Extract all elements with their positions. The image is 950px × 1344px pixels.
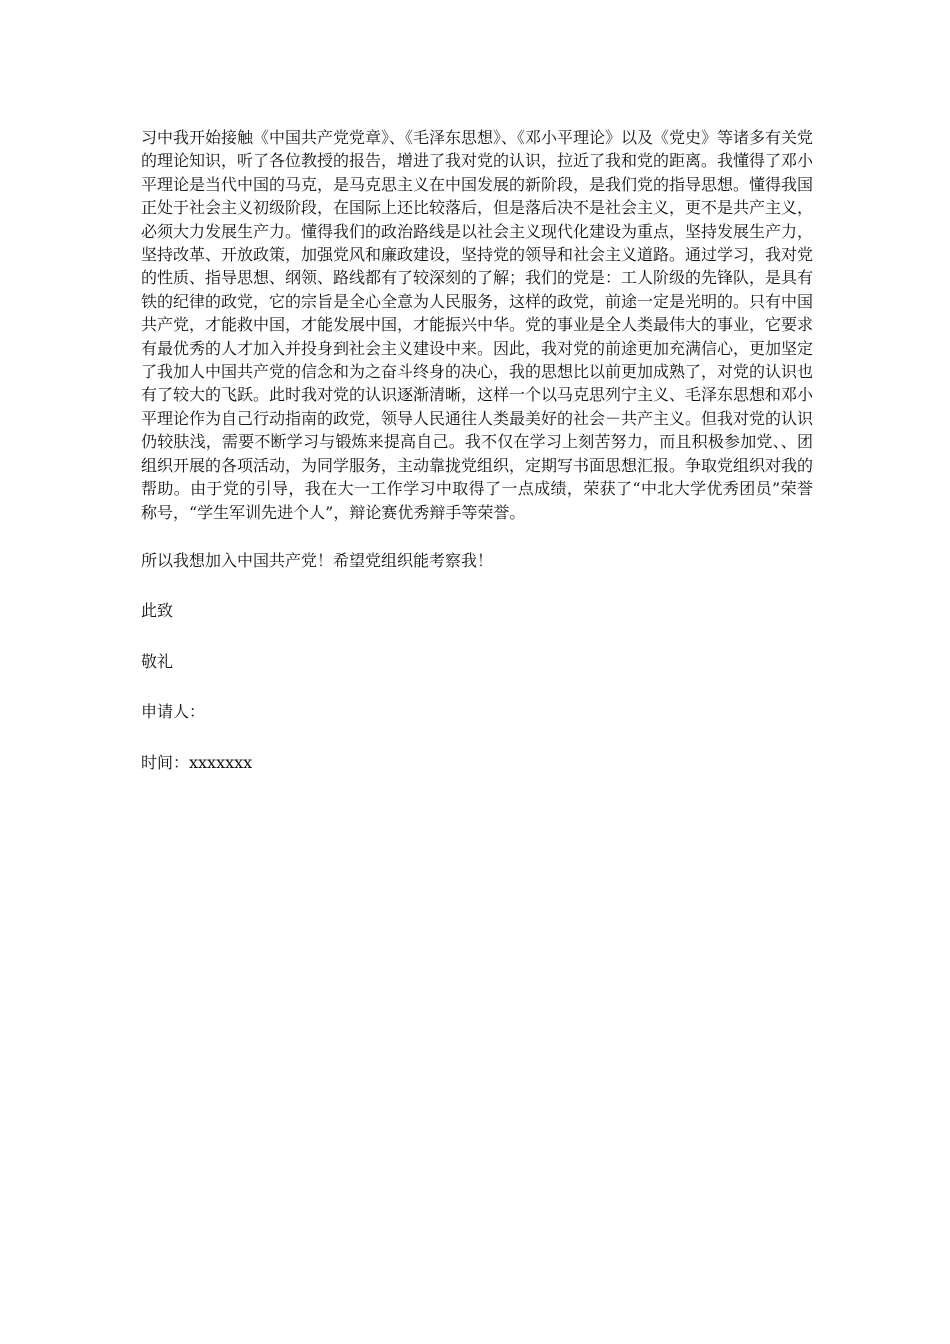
time-label: 时间：xxxxxxx <box>141 752 253 772</box>
body-paragraph: 习中我开始接触《中国共产党党章》、《毛泽东思想》、《邓小平理论》以及《党史》等诸多有关党的理论知识，听了各位教授的报告，增进了我对党的认识，拉近了我和党的距离。我懂得了邓小平理论是当代中国的马克，是马克思主义在中国发展的新阶段，是我们党的指导思想。懂得我国正处于社会主义初级阶段，在国际上还比较落后，但是落后决不是社会主义，更不是共产主义，必须大力发展生产力。懂得我们的政治路线是以社会主义现代化建设为重点，坚持发展生产力，坚持改革、开放政策，加强党风和廉政建设，坚持党的领导和社会主义道路。通过学习，我对党的性质、指导思想、纲领、路线都有了较深刻的了解；我们的党是：工人阶级的先锋队，是具有铁的纪律的政党，它的宗旨是全心全意为人民服务，这样的政党，前途一定是光明的。只有中国共产党，才能救中国，才能发展中国，才能振兴中华。党的事业是全人类最伟大的事业，它要求有最优秀的人才加入并投身到社会主义建设中来。因此，我对党的前途更加充满信心，更加坚定了我加人中国共产党的信念和为之奋斗终身的决心，我的思想比以前更加成熟了，对党的认识也有了较大的飞跃。此时我对党的认识逐渐清晰，这样一个以马克思列宁主义、毛泽东思想和邓小平理论作为自己行动指南的政党，领导人民通往人类最美好的社会－共产主义。但我对党的认识仍较肤浅，需要不断学习与锻炼来提高自己。我不仅在学习上刻苦努力，而且积极参加党、、团组织开展的各项活动，为同学服务，主动靠拢党组织，定期写书面思想汇报。争取党组织对我的帮助。由于党的引导，我在大一工作学习中取得了一点成绩，荣获了“中北大学优秀团员”荣誉称号，“学生军训先进个人”，辩论赛优秀辩手等荣誉。 <box>141 128 814 522</box>
applicant-label: 申请人： <box>141 702 206 722</box>
salutation: 此致 <box>141 601 174 621</box>
regards: 敬礼 <box>141 651 174 671</box>
closing-statement: 所以我想加入中国共产党！希望党组织能考察我！ <box>141 550 494 570</box>
document-page <box>141 126 813 774</box>
